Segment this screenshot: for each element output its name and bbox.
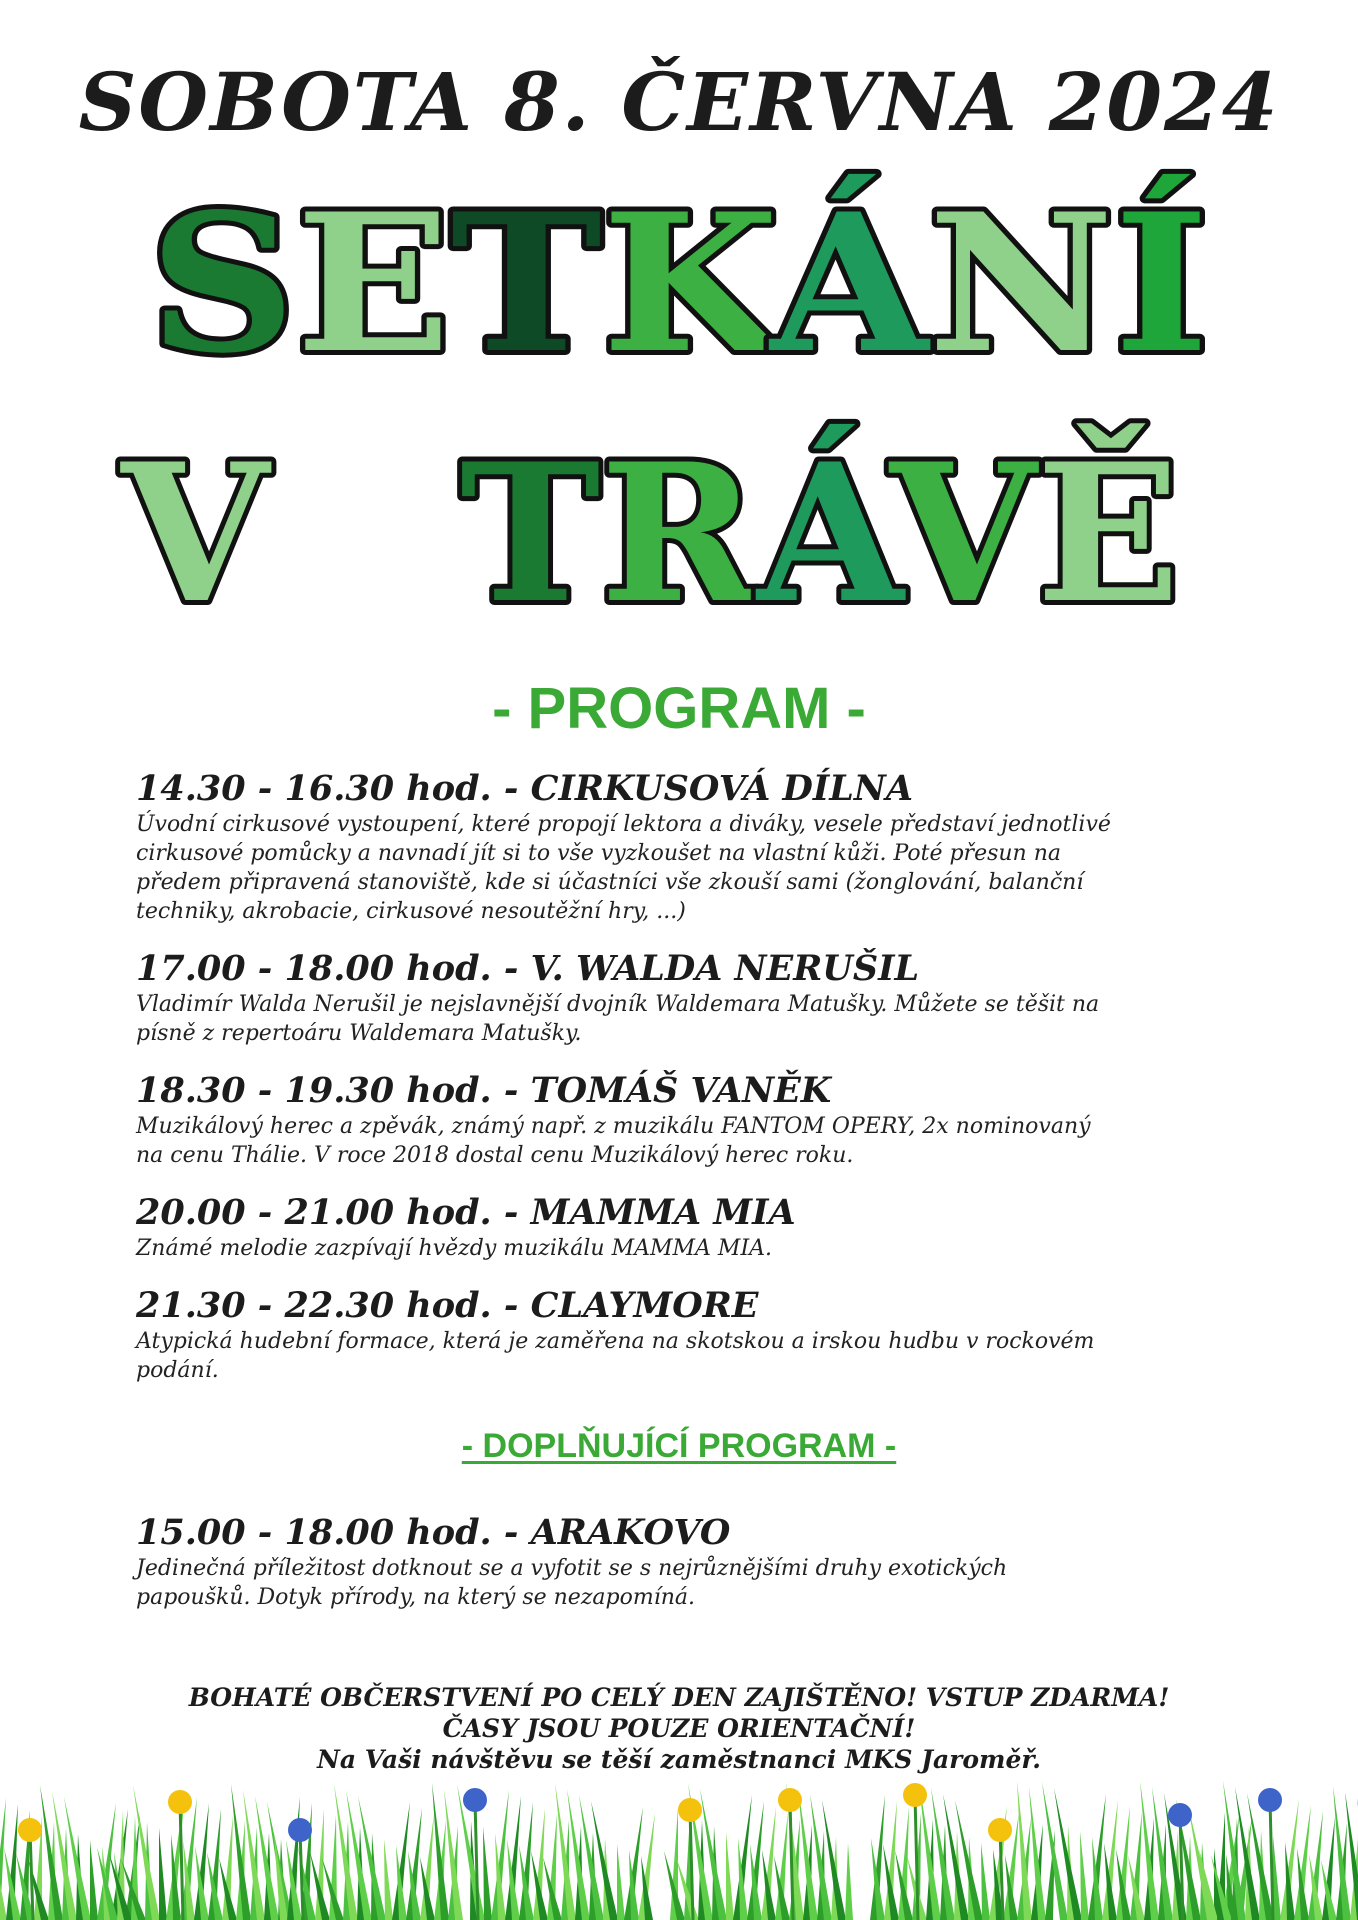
program-item-title: 18.30 - 19.30 hod. - TOMÁŠ VANĚK	[136, 1070, 832, 1111]
program-item	[136, 1512, 1256, 1612]
program-item-description: Úvodní cirkusové vystoupení, které propojí lektora a diváky, vesele představí jednotlivé cirkusové pomůcky a navnadí jít si to vše vyzkoušet na vlastní kůži. Poté přesun na předem připravená stanoviště, kde si účastníci vše zkouší sami (žonglování, balanční techniky, akrobacie, cirkusové nesoutěžní hry, ...)	[136, 812, 1111, 924]
flower-stem	[790, 1800, 793, 1920]
title-letter-a2: Á	[757, 422, 891, 630]
flower-icon	[1168, 1803, 1192, 1827]
title-letter-e: E	[295, 172, 441, 395]
flower-stem	[1270, 1800, 1273, 1920]
footer-line-refreshments: BOHATÉ OBČERSTVENÍ PO CELÝ DEN ZAJIŠTĚNO! VSTUP ZDARMA!	[188, 1683, 1170, 1712]
grass-blade	[90, 1840, 98, 1920]
program-item-title: 14.30 - 16.30 hod. - CIRKUSOVÁ DÍLNA	[136, 768, 914, 809]
program-item	[136, 948, 1256, 1048]
title-line-2-v: V	[121, 422, 269, 630]
grass-flowers-decoration	[0, 1770, 1358, 1920]
title-letter-e2: Ě	[1036, 422, 1182, 630]
title-line-2-trave	[460, 422, 1180, 630]
program-item	[136, 1285, 1256, 1385]
grass-blade	[483, 1827, 492, 1920]
title-letter-r: R	[600, 422, 759, 630]
flower-icon	[1258, 1788, 1282, 1812]
title-letter-t2: T	[460, 422, 602, 630]
supplementary-program-heading-text: - DOPLŇUJÍCÍ PROGRAM -	[461, 1427, 897, 1465]
title-letter-k: K	[601, 172, 760, 395]
footer-line-times: ČASY JSOU POUZE ORIENTAČNÍ!	[442, 1714, 916, 1743]
program-item-description: Známé melodie zazpívají hvězdy muzikálu MAMMA MIA.	[136, 1236, 773, 1261]
flower-icon	[288, 1818, 312, 1842]
flower-stem	[300, 1830, 303, 1920]
title-letter-t: T	[450, 172, 593, 395]
supplementary-program-list	[136, 1512, 1256, 1634]
grass-blade	[1273, 1836, 1281, 1920]
program-item-title: 21.30 - 22.30 hod. - CLAYMORE	[136, 1285, 759, 1326]
program-item	[136, 1070, 1256, 1170]
grass-blade	[845, 1843, 853, 1920]
flower-icon	[903, 1783, 927, 1807]
grass-blade	[981, 1843, 990, 1920]
footer-notes	[0, 1682, 1358, 1775]
grass-blade	[444, 1789, 463, 1920]
event-date: SOBOTA 8. ČERVNA 2024	[78, 55, 1280, 149]
grass-blade	[726, 1832, 734, 1920]
title-letter-a: Á	[770, 172, 918, 395]
event-title-graphic	[0, 140, 1358, 630]
title-letter-v2: V	[889, 422, 1038, 630]
supplementary-program-heading	[0, 1427, 1358, 1466]
program-item-description: Atypická hudební formace, která je zaměřena na skotskou a irskou hudbu v rockovém podání.	[136, 1329, 1095, 1383]
program-item-title: 20.00 - 21.00 hod. - MAMMA MIA	[136, 1192, 796, 1233]
flower-icon	[463, 1788, 487, 1812]
program-item	[136, 768, 1256, 926]
grass-blade	[159, 1828, 167, 1920]
flower-icon	[18, 1818, 42, 1842]
program-item-title: 15.00 - 18.00 hod. - ARAKOVO	[136, 1512, 731, 1553]
program-item-description: Muzikálový herec a zpěvák, známý např. z muzikálu FANTOM OPERY, 2x nominovaný na cenu Thálie. V roce 2018 dostal cenu Muzikálový herec roku.	[136, 1114, 1091, 1168]
grass-blade	[384, 1839, 393, 1920]
grass-blade	[1140, 1781, 1159, 1920]
program-heading: - PROGRAM -	[492, 676, 866, 741]
program-list	[136, 768, 1256, 1407]
grass-blade	[617, 1844, 625, 1920]
footer-line-invitation: Na Vaši návštěvu se těší zaměstnanci MKS Jaroměř.	[317, 1745, 1041, 1774]
flower-icon	[988, 1818, 1012, 1842]
grass-blade	[432, 1783, 449, 1920]
title-letter-n: N	[928, 172, 1102, 395]
grass-blade	[1080, 1831, 1089, 1920]
program-item-title: 17.00 - 18.00 hod. - V. WALDA NERUŠIL	[136, 948, 920, 989]
grass-blade	[1017, 1781, 1032, 1920]
flower-icon	[678, 1798, 702, 1822]
program-item	[136, 1192, 1256, 1263]
title-line-1	[149, 172, 1209, 395]
grass-blade	[1333, 1786, 1351, 1920]
grass-blade	[1029, 1787, 1046, 1920]
title-letter-i: Í	[1113, 172, 1203, 395]
flower-icon	[168, 1790, 192, 1814]
title-letter-s: S	[149, 172, 287, 395]
program-item-description: Vladimír Walda Nerušil je nejslavnější dvojník Waldemara Matušky. Můžete se těšit na písně z repertoáru Waldemara Matušky.	[136, 992, 1100, 1046]
flower-icon	[778, 1788, 802, 1812]
program-item-description: Jedinečná příležitost dotknout se a vyfotit se s nejrůznějšími druhy exotických papoušků. Dotyk přírody, na který se nezapomíná.	[136, 1556, 1008, 1610]
